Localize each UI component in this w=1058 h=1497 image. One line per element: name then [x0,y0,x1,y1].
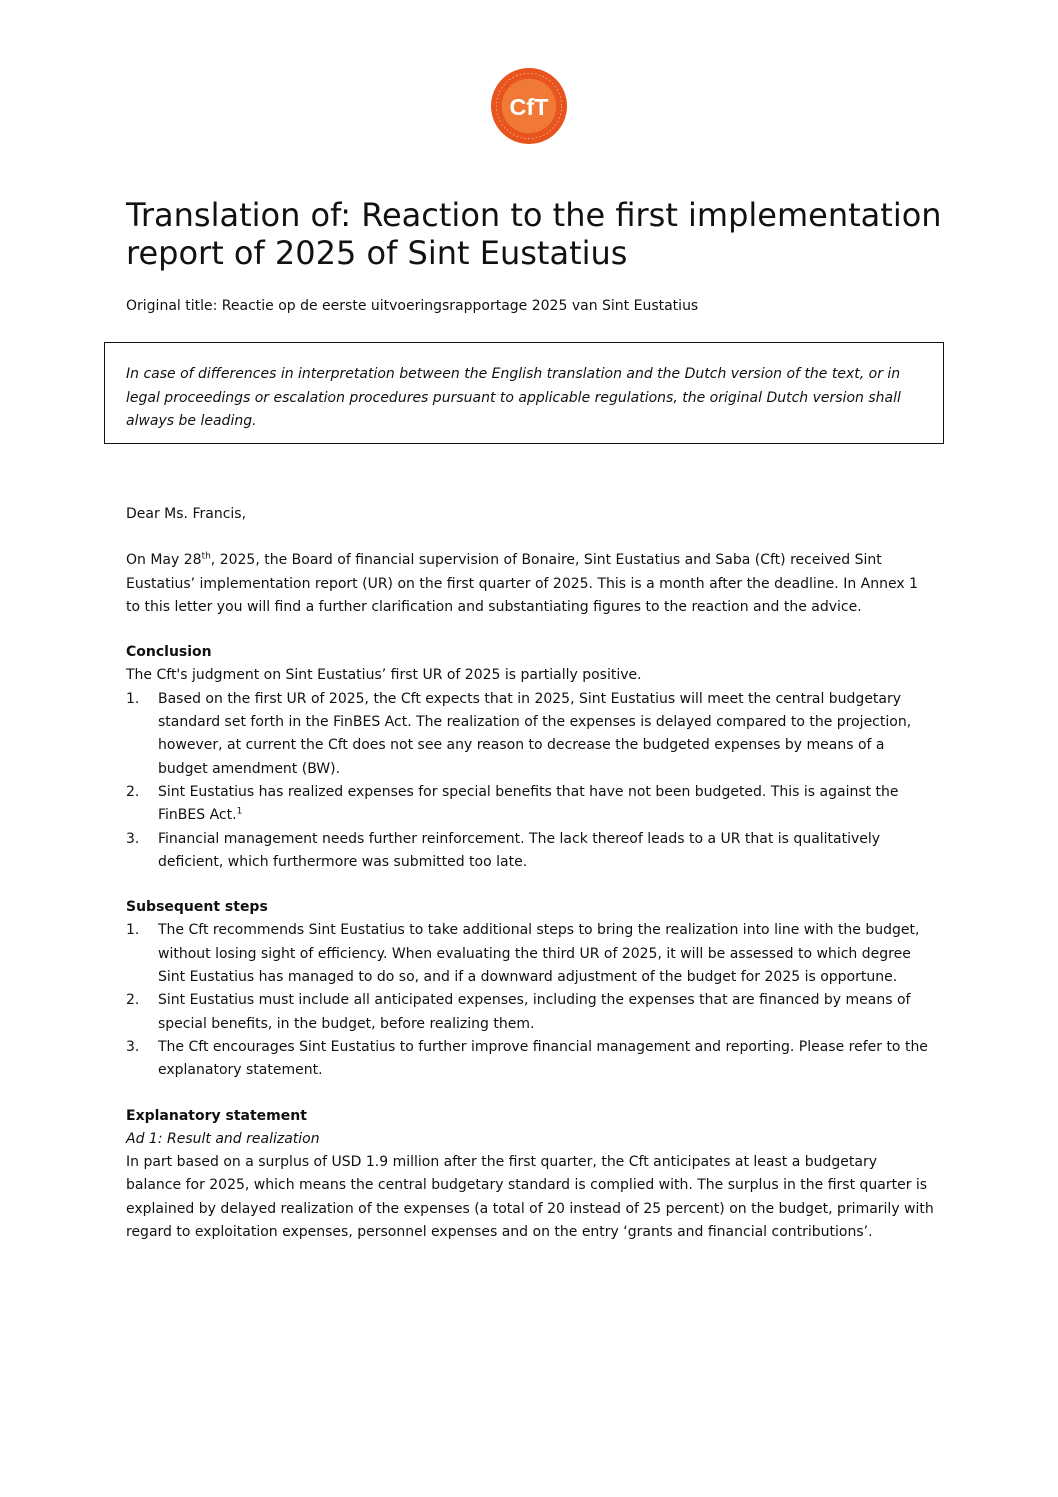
list-item: 3. The Cft encourages Sint Eustatius to further improve financial management and reporting. Please refer to the explanatory statement. [126,1038,928,1079]
list-item: 1. Based on the first UR of 2025, the Cft expects that in 2025, Sint Eustatius will meet the central budgetary standard set forth in the FinBES Act. The realization of the expenses is delayed compared to the projection, however, at current the Cft does not see any reason to decrease the budgeted expenses by means of a budget amendment (BW). [126,690,912,777]
salutation: Dear Ms. Francis, [126,506,247,522]
cft-logo-icon [490,67,568,145]
list-item: 3. Financial management needs further reinforcement. The lack thereof leads to a UR that is qualitatively deficient, which furthermore was submitted too late. [126,830,881,870]
steps-list [126,919,936,1082]
footnote-ref[interactable]: 1 [236,806,243,817]
conclusion-lead: The Cft's judgment on Sint Eustatius’ first UR of 2025 is partially positive. [126,667,642,684]
original-title: Original title: Reactie op de eerste uitvoeringsrapportage 2025 van Sint Eustatius [126,298,699,314]
explanatory-subheading: Ad 1: Result and realization [126,1130,320,1147]
conclusion-heading: Conclusion [126,644,212,661]
letter-body [126,503,936,1244]
page-title: Translation of: Reaction to the first implementation report of 2025 of Sint Eustatius [126,196,942,272]
translation-notice: In case of differences in interpretation between the English translation and the Dutch version of the text, or in legal proceedings or escalation procedures pursuant to applicable regulations, the original Dutch version shall always be leading. [104,342,944,444]
steps-heading: Subsequent steps [126,899,268,916]
list-item: 1. The Cft recommends Sint Eustatius to take additional steps to bring the realization into line with the budget, without losing sight of efficiency. When evaluating the third UR of 2025, it will be assessed to which degree Sint Eustatius has managed to do so, and if a downward adjustment of the budget for 2025 is opportune. [126,922,920,986]
conclusion-list [126,688,936,874]
explanatory-paragraph: In part based on a surplus of USD 1.9 million after the first quarter, the Cft anticipates at least a budgetary balance for 2025, which means the central budgetary standard is complied with. The surplus in the first quarter is explained by delayed realization of the expenses (a total of 20 instead of 25 percent) on the budget, primarily with regard to exploitation expenses, personnel expenses and on the entry ‘grants and financial contributions’. [126,1154,934,1241]
intro-paragraph: On May 28th, 2025, the Board of financial supervision of Bonaire, Sint Eustatius and Saba (Cft) received Sint Eustatius’ implementation report (UR) on the first quarter of 2025. This is a month after the deadline. In Annex 1 to this letter you will find a further clarification and substantiating figures to the reaction and the advice. [126,551,918,615]
explanatory-heading: Explanatory statement [126,1107,307,1124]
list-item: 2. Sint Eustatius must include all anticipated expenses, including the expenses that are financed by means of special benefits, in the budget, before realizing them. [126,992,911,1032]
list-item: 2. Sint Eustatius has realized expenses for special benefits that have not been budgeted. This is against the FinBES Act.$^1$ [126,783,899,824]
logo-text: CfT [509,93,549,120]
